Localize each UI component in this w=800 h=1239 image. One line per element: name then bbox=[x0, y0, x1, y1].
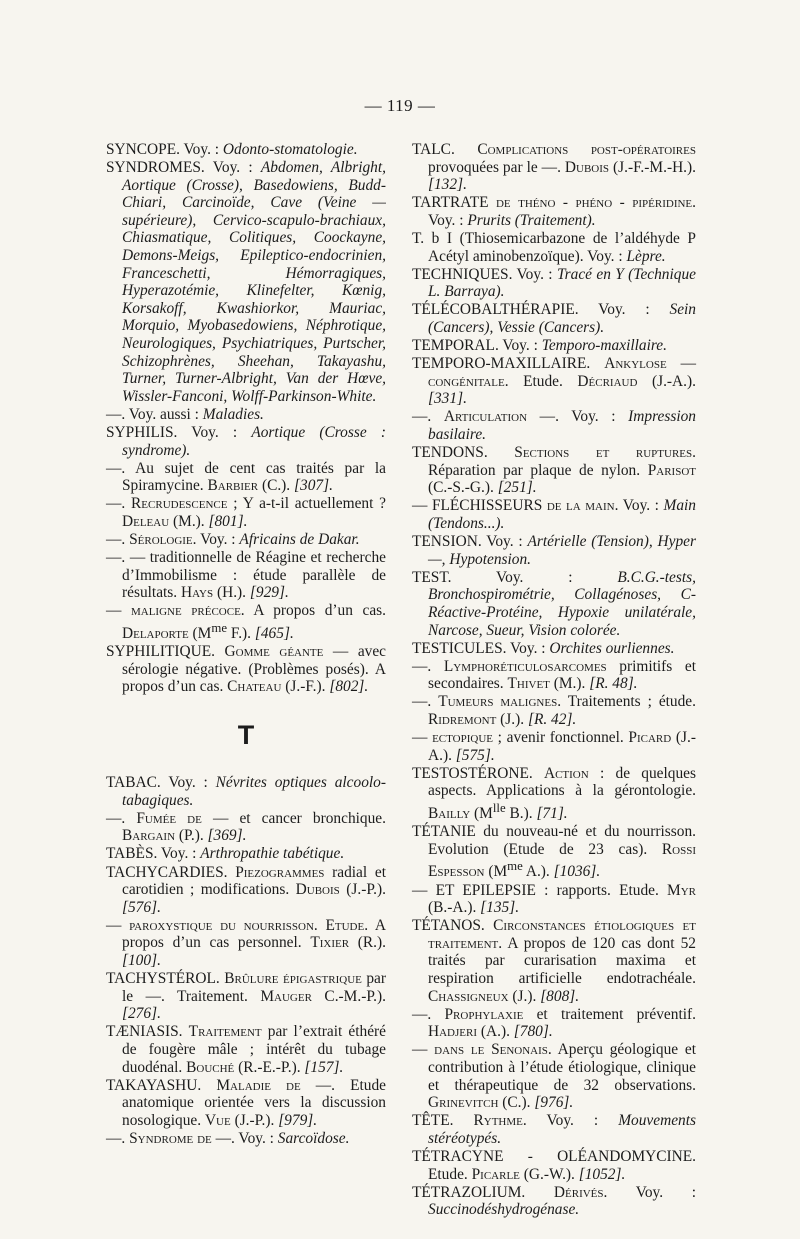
index-entry: —. Voy. aussi : Maladies. bbox=[106, 405, 264, 423]
index-entry: TACHYSTÉROL. Brûlure épigastrique par le —. Traitement. Mauger C.-M.-P.). [276]. bbox=[106, 970, 386, 1023]
right-column bbox=[412, 141, 696, 1219]
index-entry: SYNDROMES. Voy. : Abdomen, Albright, Aortique (Crosse), Basedowiens, Budd-Chiari, Carcinoïde, Cave (Veine — supérieure), Cervico-scapulo-brachiaux, Chiasmatique, Colitiques, Coockayne, Demons-Meigs, Epileptico-endocrinien, Franceschetti, Hémorragiques, Hyperazotémie, Klinefelter, Kœnig, Korsakoff, Kwashiorkor, Mauriac, Morquio, Myobasedowiens, Néphrotique, Neurologiques, Psychiatriques, Purtscher, Schizophrènes, Sheehan, Takayashu, Turner, Turner-Albright, Van der Hœve, Wissler-Fanconi, Wolff-Parkinson-White. bbox=[106, 159, 387, 405]
index-entry: — ectopique ; avenir fonctionnel. Picard (J.-A.). [575]. bbox=[412, 729, 696, 764]
index-entry: TÉTRACYNE - OLÉANDOMYCINE. Etude. Picarle (G.-W.). [1052]. bbox=[412, 1148, 696, 1183]
index-entry: —. Articulation —. Voy. : Impression basilaire. bbox=[412, 408, 696, 443]
index-entry: —. Prophylaxie et traitement préventif. Hadjeri (A.). [780]. bbox=[412, 1005, 696, 1041]
index-entry: TENDONS. Sections et ruptures. Réparation par plaque de nylon. Parisot (C.-S.-G.). [251]. bbox=[412, 444, 696, 497]
index-entry: —. — traditionnelle de Réagine et recherche d’Immobilisme : étude parallèle de résultats. Hays (H.). [929]. bbox=[106, 549, 386, 602]
index-entry: TESTOSTÉRONE. Action : de quelques aspects. Applications à la gérontologie. Bailly ($M^{lle}$ B.). [71]. bbox=[412, 764, 696, 823]
index-entry: —. Tumeurs malignes. Traitements ; étude. Ridremont (J.). [R. 42]. bbox=[412, 693, 696, 728]
index-entry: SYNCOPE. Voy. : Odonto-stomatologie. bbox=[106, 141, 358, 158]
index-entry: TÉTANOS. Circonstances étiologiques et traitement. A propos de 120 cas dont 52 traités par curarisation maxima et respiration artificielle endotrachéale. Chassigneux (J.). [808]. bbox=[412, 917, 696, 1005]
index-entry: —. Au sujet de cent cas traités par la Spiramycine. Barbier (C.). [307]. bbox=[106, 459, 386, 495]
index-entry: TEMPORO-MAXILLAIRE. Ankylose — congénitale. Etude. Décriaud (J.-A.). [331]. bbox=[412, 355, 696, 408]
index-entry: — paroxystique du nourrisson. Etude. A propos d’un cas personnel. Tixier (R.). [100]. bbox=[106, 916, 386, 969]
section-letter: T bbox=[237, 720, 255, 751]
index-entry: — maligne précoce. A propos d’un cas. Delaporte ($M^{me}$ F.). [465]. bbox=[106, 602, 386, 643]
index-entry: —. Fumée de — et cancer bronchique. Bargain (P.). [369]. bbox=[106, 809, 386, 845]
index-entry: —. Lymphoréticulosarcomes primitifs et secondaires. Thivet (M.). [R. 48]. bbox=[412, 657, 696, 693]
index-entry: — ET EPILEPSIE : rapports. Etude. Myr (B.-A.). [135]. bbox=[412, 881, 696, 917]
index-entry: TALC. Complications post-opératoires provoquées par le —. Dubois (J.-F.-M.-H.). [132]. bbox=[412, 141, 696, 194]
index-entry: TECHNIQUES. Voy. : Tracé en Y (Technique L. Barraya). bbox=[412, 265, 696, 301]
index-entry: —. Recrudescence ; Y a-t-il actuellement ? Deleau (M.). [801]. bbox=[106, 495, 386, 530]
index-entry: TAKAYASHU. Maladie de —. Etude anatomique orientée vers la discussion nosologique. Vue (J.-P.). [979]. bbox=[106, 1076, 386, 1129]
left-column bbox=[106, 141, 386, 1148]
index-entry: SYPHILIS. Voy. : Aortique (Crosse : syndrome). bbox=[106, 424, 386, 459]
index-entry: TEMPORAL. Voy. : Temporo-maxillaire. bbox=[412, 337, 667, 355]
index-entry: —. Syndrome de —. Voy. : Sarcoïdose. bbox=[106, 1129, 350, 1147]
index-entry: TABÈS. Voy. : Arthropathie tabétique. bbox=[106, 845, 345, 863]
index-entry: TÉLÉCOBALTHÉRAPIE. Voy. : Sein (Cancers), Vessie (Cancers). bbox=[412, 301, 696, 336]
index-entry: TABAC. Voy. : Névrites optiques alcoolo-tabagiques. bbox=[106, 774, 386, 809]
index-entry: TEST. Voy. : B.C.G.-tests, Bronchospirométrie, Collagénoses, C-Réactive-Protéine, Hypoxie unilatérale, Narcose, Sueur, Vision colorée. bbox=[412, 568, 696, 639]
index-entry: TARTRATE de théno - phéno - pipéridine. Voy. : Prurits (Traitement). bbox=[412, 194, 696, 229]
index-entry: TÉTRAZOLIUM. Dérivés. Voy. : Succinodéshydrogénase. bbox=[412, 1183, 696, 1219]
page-number: — 119 — bbox=[364, 96, 436, 115]
index-entry: SYPHILITIQUE. Gomme géante — avec sérologie négative. (Problèmes posés). A propos d’un cas. Chateau (J.-F.). [802]. bbox=[106, 643, 387, 696]
index-entry: TÆNIASIS. Traitement par l’extrait éthéré de fougère mâle ; intérêt du tubage duodénal. Bouché (R.-E.-P.). [157]. bbox=[106, 1023, 386, 1076]
index-entry: — dans le Senonais. Aperçu géologique et contribution à l’étude étiologique, clinique et thérapeutique de 32 observations. Grinevitch (C.). [976]. bbox=[412, 1041, 696, 1112]
index-entry: T. b I (Thiosemicarbazone de l’aldéhyde P Acétyl aminobenzoïque). Voy. : Lèpre. bbox=[412, 229, 696, 265]
index-entry: —. Sérologie. Voy. : Africains de Dakar. bbox=[106, 531, 360, 549]
index-entry: TÉTANIE du nouveau-né et du nourrisson. Evolution (Etude de 23 cas). Rossi Espesson ($M^{me}$ A.). [1036]. bbox=[412, 823, 696, 881]
index-entry: TENSION. Voy. : Artérielle (Tension), Hyper —, Hypotension. bbox=[412, 533, 696, 568]
index-entry: — FLÉCHISSEURS de la main. Voy. : Main (Tendons...). bbox=[412, 497, 696, 532]
index-entry: TÊTE. Rythme. Voy. : Mouvements stéréotypés. bbox=[412, 1112, 696, 1147]
index-entry: TESTICULES. Voy. : Orchites ourliennes. bbox=[412, 639, 675, 657]
index-entry: TACHYCARDIES. Piezogrammes radial et carotidien ; modifications. Dubois (J.-P.). [576]. bbox=[106, 863, 386, 916]
